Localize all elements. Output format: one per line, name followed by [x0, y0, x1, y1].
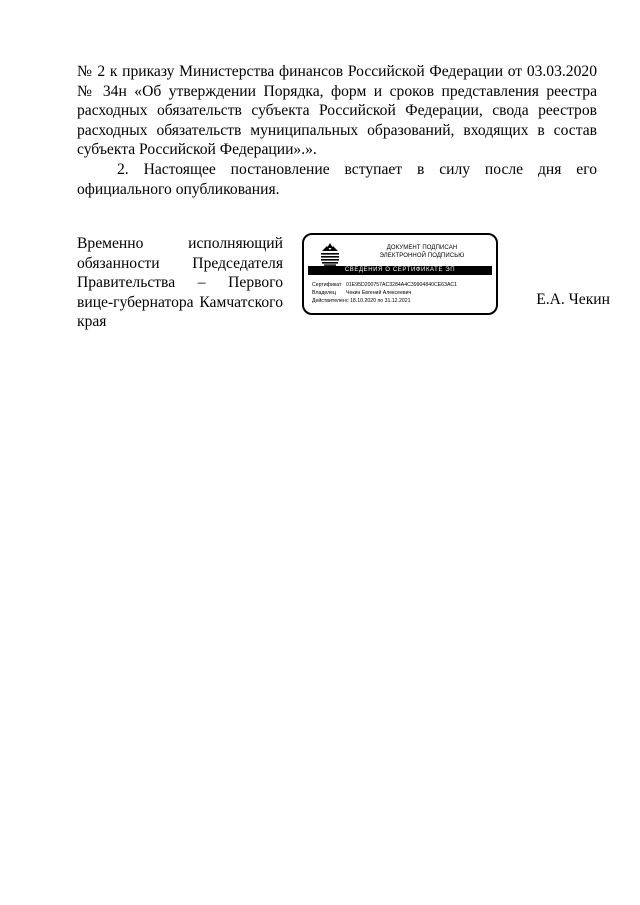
validity-row [312, 297, 492, 305]
owner-row [312, 289, 492, 297]
validity-label: Действителен [312, 298, 346, 304]
stamp-heading-line1: ДОКУМЕНТ ПОДПИСАН [386, 245, 458, 251]
certificate-info-bar: СВЕДЕНИЯ О СЕРТИФИКАТЕ ЭП [308, 266, 492, 275]
certificate-value: 01E95D200757AC3284A4C39904840CE63AC1 [346, 282, 458, 288]
certificate-row [312, 281, 492, 289]
validity-value: с 18.10.2020 по 31.12.2021 [346, 298, 411, 304]
certificate-details [312, 281, 492, 305]
document-body [77, 62, 597, 199]
electronic-signature-stamp [302, 233, 498, 315]
signatory-position: Временно исполняющий обязанности Председателя Правительства – Первого вице-губернатора Камчатского края [77, 235, 283, 331]
owner-value: Чекин Евгений Алексеевич [346, 290, 412, 296]
stamp-heading [356, 245, 488, 260]
paragraph-effective-date: 2. Настоящее постановление вступает в силу после дня его официального опубликования. [77, 160, 597, 198]
kamchatka-volcano-emblem-icon [319, 242, 341, 266]
stamp-heading-line2: ЭЛЕКТРОННОЙ ПОДПИСЬЮ [379, 252, 465, 259]
owner-label: Владелец [312, 290, 336, 296]
paragraph-continuation: № 2 к приказу Министерства финансов Российской Федерации от 03.03.2020 № 34н «Об утверждении Порядка, форм и сроков представления реестра расходных обязательств субъекта Российской Федерации, свода реестров расходных обязательств муниципальных образований, входящих в состав субъекта Российской Федерации».». [77, 63, 597, 159]
signatory-name: Е.А. Чекин [536, 291, 610, 308]
certificate-label: Сертификат [312, 282, 342, 288]
